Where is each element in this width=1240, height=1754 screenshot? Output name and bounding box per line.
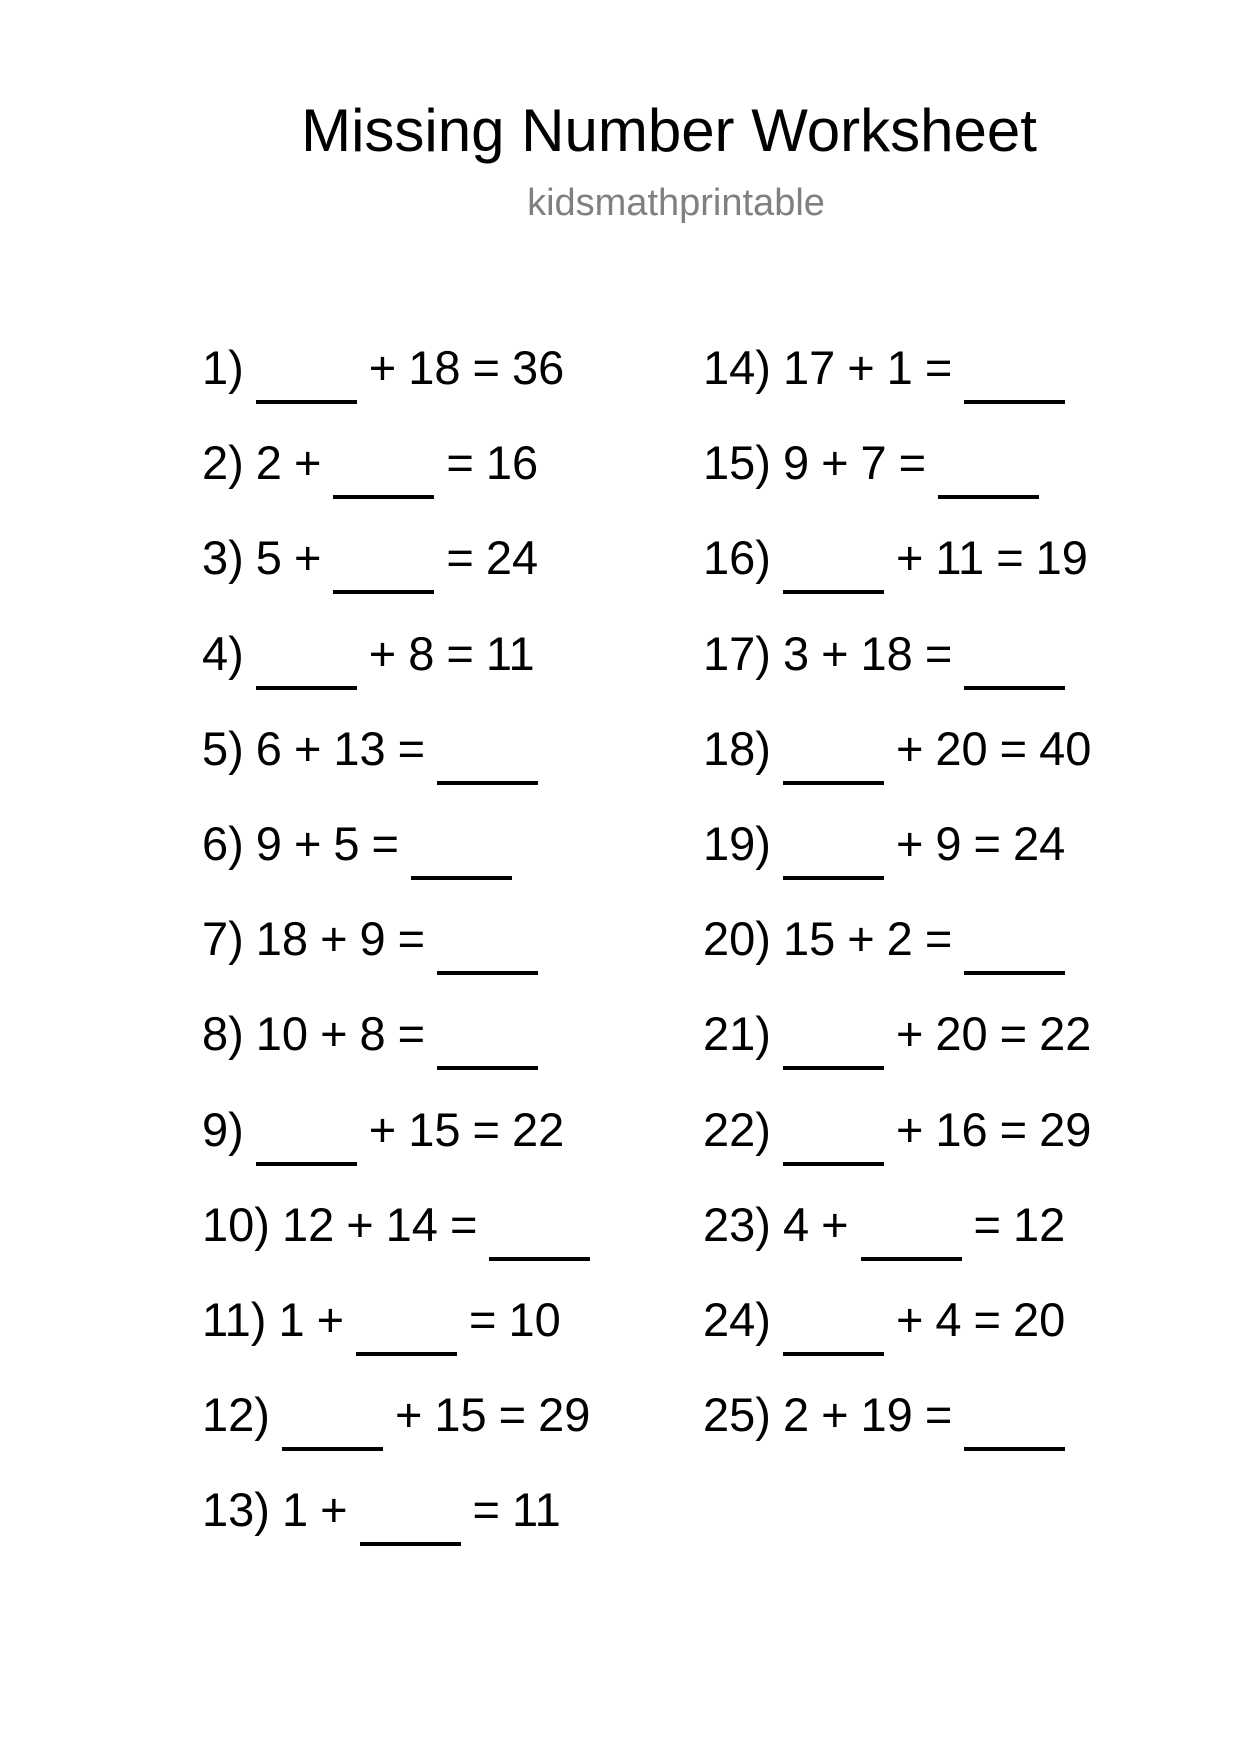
equals-sign: = (996, 531, 1024, 585)
plus-sign: + (895, 1007, 924, 1061)
sum: 29 (538, 1388, 591, 1442)
equals-sign: = (898, 436, 927, 490)
problem-item-20 (703, 911, 1065, 967)
problem-item-8 (202, 1006, 538, 1062)
addend-1: 17 (782, 341, 836, 394)
sum: 19 (1035, 531, 1088, 585)
problem-item-7 (202, 911, 538, 967)
answer-blank[interactable] (282, 1387, 383, 1443)
problem-number: 19) (703, 817, 771, 870)
plus-sign: + (346, 1197, 374, 1251)
sum: 24 (485, 531, 539, 585)
addend-2: 15 (408, 1102, 461, 1156)
addend-2: 16 (935, 1102, 988, 1156)
answer-blank[interactable] (783, 1006, 884, 1062)
problem-number: 18) (703, 721, 771, 775)
equals-sign: = (371, 817, 399, 870)
problem-item-15 (703, 435, 1039, 491)
equals-sign: = (449, 1197, 478, 1251)
answer-blank[interactable] (783, 721, 884, 777)
plus-sign: + (368, 626, 397, 680)
problem-number: 22) (703, 1102, 771, 1156)
plus-sign: + (293, 531, 322, 585)
problem-item-16 (703, 530, 1088, 586)
sum: 11 (511, 1483, 561, 1537)
answer-blank[interactable] (964, 1387, 1065, 1443)
plus-sign: + (895, 1293, 924, 1346)
addend-2: 2 (886, 912, 913, 966)
problem-item-17 (703, 626, 1065, 682)
problem-item-18 (703, 721, 1091, 777)
problem-item-14 (703, 340, 1065, 396)
problem-number: 6) (202, 817, 244, 870)
plus-sign: + (895, 721, 924, 775)
answer-blank[interactable] (964, 626, 1065, 682)
addend-1: 9 (782, 436, 810, 490)
plus-sign: + (821, 1388, 849, 1442)
problem-item-25 (703, 1387, 1065, 1443)
problem-item-3 (202, 530, 538, 586)
addend-2: 15 (434, 1388, 487, 1442)
problem-number: 5) (202, 721, 244, 775)
site-name: kidsmathprintable (527, 182, 825, 224)
addend-2: 4 (935, 1293, 962, 1346)
addend-2: 14 (385, 1197, 438, 1251)
plus-sign: + (368, 1102, 397, 1156)
equals-sign: = (999, 1007, 1028, 1061)
problem-item-21 (703, 1006, 1091, 1062)
problem-number: 20) (703, 912, 771, 966)
sum: 12 (1012, 1197, 1066, 1251)
plus-sign: + (320, 912, 348, 966)
plus-sign: + (847, 341, 875, 394)
sum: 16 (485, 436, 539, 490)
addend-1: 1 (278, 1293, 305, 1346)
answer-blank[interactable] (489, 1197, 590, 1253)
problem-number: 3) (202, 531, 244, 585)
answer-blank[interactable] (861, 1197, 962, 1253)
answer-blank[interactable] (333, 435, 434, 491)
plus-sign: + (895, 531, 924, 585)
plus-sign: + (293, 817, 322, 870)
problem-item-5 (202, 721, 538, 777)
problem-number: 12) (202, 1388, 270, 1442)
equals-sign: = (999, 1102, 1028, 1156)
equals-sign: = (397, 721, 426, 775)
addend-1: 5 (255, 531, 282, 585)
addend-1: 18 (255, 912, 309, 966)
addend-1: 2 (255, 436, 282, 490)
answer-blank[interactable] (437, 721, 538, 777)
addend-2: 7 (860, 436, 887, 490)
problem-item-2 (202, 435, 538, 491)
addend-2: 8 (359, 1007, 386, 1061)
answer-blank[interactable] (356, 1292, 457, 1348)
problem-number: 23) (703, 1197, 771, 1251)
equals-sign: = (973, 817, 1001, 870)
problem-number: 2) (202, 436, 244, 490)
problem-number: 10) (202, 1197, 270, 1251)
answer-blank[interactable] (783, 530, 884, 586)
sum: 10 (508, 1293, 561, 1346)
problem-item-19 (703, 816, 1065, 872)
answer-blank[interactable] (333, 530, 434, 586)
equals-sign: = (999, 721, 1028, 775)
equals-sign: = (446, 531, 474, 585)
addend-2: 1 (886, 341, 913, 394)
sum: 24 (1012, 817, 1066, 870)
answer-blank[interactable] (437, 911, 538, 967)
equals-sign: = (924, 1388, 953, 1442)
addend-2: 9 (935, 817, 962, 870)
sum: 29 (1039, 1102, 1092, 1156)
equals-sign: = (472, 1102, 500, 1156)
plus-sign: + (895, 817, 924, 870)
answer-blank[interactable] (964, 911, 1065, 967)
problem-number: 25) (703, 1388, 771, 1442)
answer-blank[interactable] (783, 1292, 884, 1348)
problem-number: 16) (703, 531, 771, 585)
addend-1: 3 (782, 626, 810, 680)
problem-number: 17) (703, 626, 771, 680)
addend-2: 8 (408, 626, 435, 680)
sum: 36 (511, 341, 565, 394)
problem-number: 1) (202, 341, 244, 394)
addend-2: 20 (935, 721, 988, 775)
plus-sign: + (320, 1483, 348, 1537)
problem-number: 8) (202, 1007, 244, 1061)
equals-sign: = (973, 1293, 1001, 1346)
addend-1: 10 (255, 1007, 309, 1061)
sum: 40 (1039, 721, 1092, 775)
problem-item-11 (202, 1292, 561, 1348)
problem-number: 14) (703, 341, 771, 394)
problem-number: 4) (202, 626, 244, 680)
problem-item-10 (202, 1197, 590, 1253)
problem-item-13 (202, 1482, 561, 1538)
equals-sign: = (397, 1007, 426, 1061)
answer-blank[interactable] (783, 1102, 884, 1158)
addend-1: 1 (281, 1483, 309, 1537)
problem-item-23 (703, 1197, 1065, 1253)
plus-sign: + (320, 1007, 348, 1061)
equals-sign: = (924, 341, 953, 394)
addend-1: 15 (782, 912, 836, 966)
page-title: Missing Number Worksheet (301, 97, 1037, 164)
plus-sign: + (293, 721, 322, 775)
addend-2: 9 (359, 912, 386, 966)
plus-sign: + (895, 1102, 924, 1156)
addend-2: 11 (935, 531, 985, 585)
equals-sign: = (472, 341, 500, 394)
plus-sign: + (847, 912, 875, 966)
equals-sign: = (924, 912, 953, 966)
sum: 22 (1039, 1007, 1092, 1061)
equals-sign: = (973, 1197, 1001, 1251)
problem-item-22 (703, 1102, 1091, 1158)
equals-sign: = (469, 1293, 497, 1346)
equals-sign: = (446, 436, 474, 490)
addend-2: 5 (333, 817, 360, 870)
plus-sign: + (394, 1388, 423, 1442)
addend-1: 12 (281, 1197, 335, 1251)
addend-1: 2 (782, 1388, 810, 1442)
answer-blank[interactable] (256, 1102, 357, 1158)
addend-2: 18 (860, 626, 913, 680)
answer-blank[interactable] (256, 626, 357, 682)
equals-sign: = (924, 626, 953, 680)
equals-sign: = (446, 626, 474, 680)
sum: 11 (485, 626, 535, 680)
problem-item-6 (202, 816, 512, 872)
problem-number: 24) (703, 1293, 771, 1346)
problem-item-1 (202, 340, 564, 396)
equals-sign: = (397, 912, 426, 966)
addend-2: 19 (860, 1388, 913, 1442)
plus-sign: + (293, 436, 322, 490)
addend-1: 6 (255, 721, 282, 775)
answer-blank[interactable] (964, 340, 1065, 396)
plus-sign: + (821, 436, 849, 490)
sum: 20 (1012, 1293, 1066, 1346)
addend-1: 4 (782, 1197, 810, 1251)
problem-number: 7) (202, 912, 244, 966)
answer-blank[interactable] (938, 435, 1039, 491)
addend-2: 20 (935, 1007, 988, 1061)
problem-number: 21) (703, 1007, 771, 1061)
problem-item-4 (202, 626, 535, 682)
problem-number: 9) (202, 1102, 244, 1156)
addend-2: 13 (333, 721, 386, 775)
plus-sign: + (368, 341, 397, 394)
problem-number: 15) (703, 436, 771, 490)
answer-blank[interactable] (411, 816, 512, 872)
plus-sign: + (821, 1197, 849, 1251)
answer-blank[interactable] (783, 816, 884, 872)
equals-sign: = (498, 1388, 527, 1442)
plus-sign: + (316, 1293, 345, 1346)
problem-number: 13) (202, 1483, 270, 1537)
problem-number: 11) (202, 1293, 267, 1346)
answer-blank[interactable] (360, 1482, 461, 1538)
problem-item-12 (202, 1387, 590, 1443)
answer-blank[interactable] (256, 340, 357, 396)
addend-1: 9 (255, 817, 282, 870)
addend-2: 18 (408, 341, 461, 394)
answer-blank[interactable] (437, 1006, 538, 1062)
plus-sign: + (821, 626, 849, 680)
sum: 22 (511, 1102, 565, 1156)
equals-sign: = (472, 1483, 500, 1537)
problem-item-9 (202, 1102, 564, 1158)
problem-item-24 (703, 1292, 1065, 1348)
